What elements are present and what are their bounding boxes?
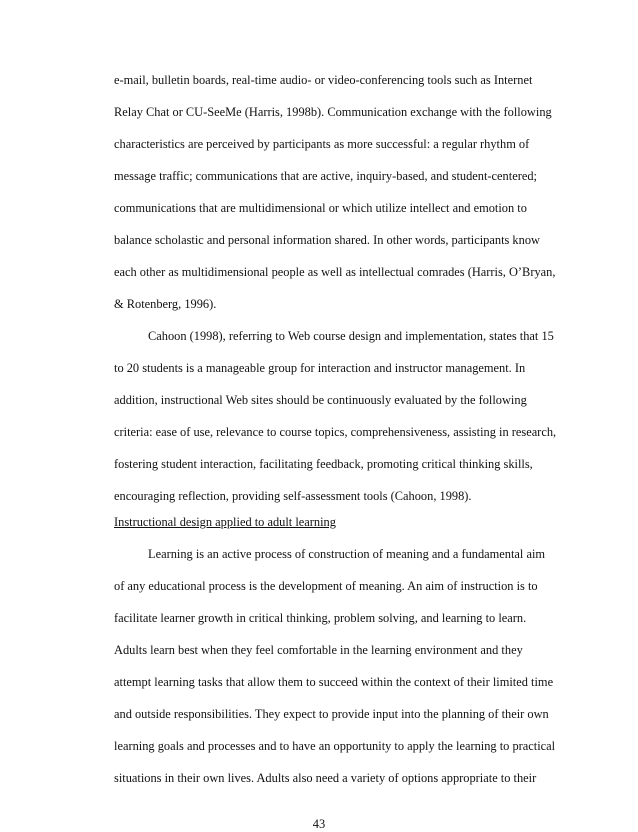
text-line: criteria: ease of use, relevance to course topics, comprehensiveness, assisting in research, — [114, 425, 557, 439]
text-line: & Rotenberg, 1996). — [114, 297, 217, 311]
text-line: of any educational process is the development of meaning. An aim of instruction is to — [114, 579, 538, 593]
text-line: Adults learn best when they feel comfortable in the learning environment and they — [114, 643, 523, 657]
text-line: and outside responsibilities. They expect to provide input into the planning of their own — [114, 707, 549, 721]
section-heading: Instructional design applied to adult learning — [114, 515, 336, 529]
text-line: to 20 students is a manageable group for interaction and instructor management. In — [114, 361, 526, 375]
text-line: encouraging reflection, providing self-assessment tools (Cahoon, 1998). — [114, 489, 472, 503]
text-line: fostering student interaction, facilitating feedback, promoting critical thinking skills, — [114, 457, 533, 471]
text-line: balance scholastic and personal information shared. In other words, participants know — [114, 233, 540, 247]
text-line: Relay Chat or CU-SeeMe (Harris, 1998b). Communication exchange with the following — [114, 105, 552, 119]
text-line: message traffic; communications that are active, inquiry-based, and student-centered; — [114, 169, 537, 183]
text-line: attempt learning tasks that allow them to succeed within the context of their limited time — [114, 675, 554, 689]
text-line: Learning is an active process of construction of meaning and a fundamental aim — [148, 547, 546, 561]
page-number: 43 — [312, 817, 326, 831]
text-line: learning goals and processes and to have an opportunity to apply the learning to practical — [114, 739, 556, 753]
text-line: e-mail, bulletin boards, real-time audio- or video-conferencing tools such as Internet — [114, 73, 533, 87]
text-line: facilitate learner growth in critical thinking, problem solving, and learning to learn. — [114, 611, 527, 625]
text-line: each other as multidimensional people as well as intellectual comrades (Harris, O’Bryan, — [114, 265, 556, 279]
text-line: addition, instructional Web sites should be continuously evaluated by the following — [114, 393, 527, 407]
text-line: situations in their own lives. Adults also need a variety of options appropriate to their — [114, 771, 537, 785]
text-line: Cahoon (1998), referring to Web course design and implementation, states that 15 — [148, 329, 554, 343]
text-line: communications that are multidimensional or which utilize intellect and emotion to — [114, 201, 527, 215]
text-line: characteristics are perceived by participants as more successful: a regular rhythm of — [114, 137, 530, 151]
